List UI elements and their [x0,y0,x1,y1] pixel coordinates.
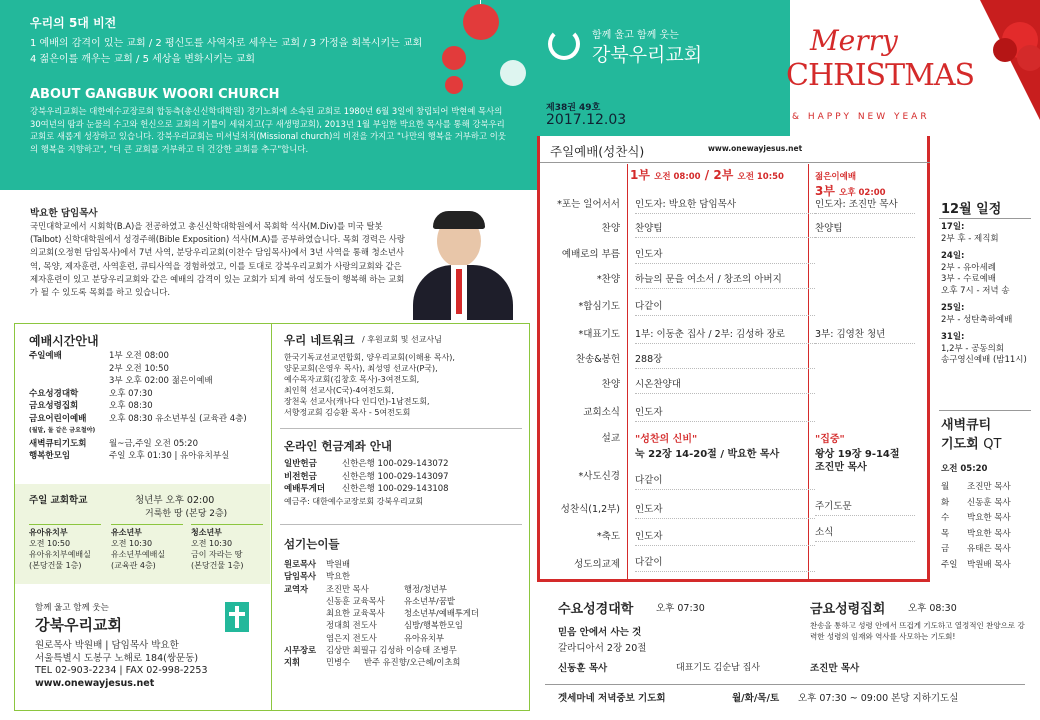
schedule-panel [14,323,272,711]
december-item [941,303,1033,326]
friday-preacher: 조진만 목사 [810,663,860,674]
brand-box [540,0,790,140]
school-col-name: 유소년부 [111,528,142,537]
order-label: *축도 [596,531,620,542]
friday-time: 오후 08:30 [908,603,957,614]
staff-name: 신동훈 교육목사 [326,595,385,606]
wednesday-subject: 믿음 안에서 사는 것 [558,627,642,638]
staff-name: 민병수 [326,657,351,668]
divider [280,428,522,429]
december-item [941,332,1033,367]
network-item: 장천욱 선교사(캐나다 인디언)-1남전도회, [284,397,430,406]
order-value: 1부: 이동춘 집사 / 2부: 김성하 장로 [635,326,815,344]
offering-title: 온라인 헌금계좌 안내 [284,439,392,453]
order-value: 다같이 [635,472,815,490]
order-value: 인도자 [635,528,815,546]
vision-line-1: 1 예배의 감격이 있는 교회 / 2 평신도를 사역자로 세우는 교회 / 3 가정을 회복시키는 교회 [30,38,423,49]
staff-name: 정대희 전도사 [326,620,377,631]
december-date: 17일: [941,222,965,232]
staff-list [284,558,524,669]
qt-title-1: 새벽큐티 [941,418,992,433]
schedule-title: 예배시간안내 [29,334,99,348]
divider [545,684,1025,685]
svc3-label: 젊은이예배 [815,172,857,182]
order-label: 예배로의 부름 [561,249,620,260]
december-line: 오후 7시 - 저녁 송 [941,285,1010,296]
middle-panel [272,323,530,711]
schedule-value [109,425,257,438]
order-label: *사도신경 [578,471,620,482]
service-times: 1부 오전 08:00 / 2부 오전 10:50 [630,168,784,182]
wednesday-title: 수요성경대학 [558,602,634,617]
qt-leader: 신동훈 목사 [967,497,1011,508]
staff-title: 섬기는이들 [284,537,340,551]
order-value: 인도자 [635,404,815,422]
ribbon-bow-icon [950,0,1040,120]
contact-tagline: 함께 울고 함께 웃는 [35,603,109,613]
offering-holder: 예금주: 대한예수교장로회 강북우리교회 [284,496,424,506]
svc2: 2부 [713,168,734,182]
ornament-ball-icon [442,46,466,70]
school-col-floor: (본당건물 1층) [29,561,82,570]
wednesday-text: 갈라디아서 2장 20절 [558,643,647,654]
network-list [284,352,524,418]
offering-label: 일반헌금 [284,459,317,469]
schedule-value: 주일 오후 01:30 | 유아유치부실 [109,451,230,461]
school-title: 주일 교회학교 [29,495,88,506]
order-value: 시온찬양대 [635,376,815,394]
school-box [15,484,270,584]
offering-account: 신한은행 100-029-143097 [342,471,449,482]
about-body: 강북우리교회는 대한예수교장로회 합동측(총신신학대학원) 경기노회에 소속된 교회로 1980년 6월 3일에 창립되어 박현예 목사의 30여년의 땀과 눈물의 수고와 헌신으로 교회의 기틀이 세워지고(구 새생명교회), 2013년 1월 부임한 박요한 목사를 통해 강북우리교회로 새롭게 성장하고 있습니다. 강북우리교회는 미셔널처치(Missional church)의 비전을 가지고 "나만의 행복을 거부하고 이웃의 행복을 지향하고", "더 큰 교회를 거부하고 더 건강한 교회를 추구"합니다. [30,106,506,154]
vision-line-2: 4 젊은이를 깨우는 교회 / 5 세상을 변화시키는 교회 [30,54,256,65]
contact-line: 원로목사 박원배 | 담임목사 박요한 [35,640,179,651]
order-value: 인도자 [635,501,815,519]
staff-duty: 행정/청년부 [404,583,447,594]
school-col-floor: (본당건물 1층) [191,561,244,570]
december-date: 24일: [941,251,965,261]
schedule-value: 3부 오후 02:00 젊은이예배 [109,376,213,386]
right-column [935,180,1033,580]
order-label: *포는 일어서서 [557,199,620,210]
friday-desc: 찬송을 통하고 성령 안에서 뜨겁게 기도하고 열정적인 찬양으로 강력한 성령의 임재와 역사를 사모하는 기도회! [810,621,1025,641]
sermon-text: 눅 22장 14-20절 / 박요한 목사 [635,449,780,460]
offering-account: 신한은행 100-029-143072 [342,459,449,469]
order-label: 성찬식(1,2부) [560,504,620,515]
qt-day: 목 [941,528,950,539]
staff-duty: 심방/행복한모임 [404,620,463,631]
order-value: 찬양팀 [635,220,815,238]
qt-leader: 박요한 목사 [967,528,1011,539]
sermon-preacher-3: 조진만 목사 [815,462,867,473]
order-label: 성도의교제 [574,559,620,570]
staff-duty: 반주 유진향/오근혜/이초희 [364,657,461,668]
network-item: 서향정교회 김승환 목사 - 5여전도회 [284,408,411,417]
order-value: 인도자: 박요한 담임목사 [635,196,815,214]
qt-day: 화 [941,497,950,508]
qt-day: 금 [941,544,950,554]
divider [280,524,522,525]
svc2-time: 오전 10:50 [737,172,784,182]
hero-banner [0,0,540,190]
qt-title-2: 기도회 [941,437,979,452]
order-value-3: 3부: 김영찬 청년 [815,326,915,344]
staff-name: 김상만 최필규 김성하 이승태 조병무 [326,645,457,656]
svc3: 3부 [815,184,835,198]
order-label: 설교 [601,433,620,444]
xmas-happy: & HAPPY NEW YEAR [792,112,930,122]
schedule-label: 수요성경대학 [29,388,79,399]
offering-label: 예배투게더 [284,484,326,494]
order-value: 하늘의 문을 여소서 / 창조의 아버지 [635,271,815,289]
qt-time: 오전 05:20 [941,464,988,474]
order-label: *대표기도 [578,329,620,340]
wednesday-time: 오후 07:30 [656,603,705,614]
staff-name: 최요한 교육목사 [326,608,385,619]
december-line: 3부 - 수료예배 [941,274,996,284]
staff-name: 박원배 [326,559,351,569]
church-logo-icon [548,28,580,60]
order-value: 다같이 [635,298,815,316]
contact-website: www.onewayjesus.net [35,677,155,689]
wednesday-panel [548,596,788,682]
network-item: 양문교회(은영우 목사), 최성영 선교사(P국), [284,364,438,373]
contact-block [35,640,207,690]
staff-role: 원로목사 [284,559,317,569]
network-title: 우리 네트워크 [284,333,355,347]
qt-day: 월 [941,482,950,492]
qt-leader: 박원배 목사 [967,559,1011,570]
school-col-time: 오전 10:30 [111,539,153,548]
school-youth-sub: 거룩한 땅 (본당 2층) [145,509,228,519]
issue-number: 제38권 49호 [546,103,601,113]
offering-label: 비전헌금 [284,471,317,482]
staff-duty: 유아유치부 [404,632,445,643]
svc1: 1부 [630,168,650,182]
december-list [941,222,1033,367]
contact-name: 강북우리교회 [35,616,122,634]
network-sub: / 후원교회 및 선교사님 [362,335,442,344]
pastor-title: 박요한 담임목사 [30,208,98,219]
wednesday-preacher: 신동훈 목사 [558,663,608,674]
schedule-label: 금요어린이예배 [29,413,87,424]
staff-duty: 유소년부/꿈밭 [404,595,455,606]
december-item [941,222,1033,245]
december-line: 송구영신예배 (밤11시) [941,355,1027,365]
offering-account: 신한은행 100-029-143108 [342,484,449,494]
december-line: 2부 후 - 제직회 [941,233,999,244]
friday-title: 금요성령집회 [810,602,886,617]
sermon-title-3: "집중" [815,434,845,445]
schedule-label: 금요성령집회 [29,401,79,411]
worship-web: www.onewayjesus.net [708,144,803,153]
schedule-label: 행복한모임 [29,451,71,461]
issue-date: 2017.12.03 [546,112,627,128]
brand-name: 강북우리교회 [592,44,703,66]
schedule-value: 오후 08:30 유소년부실 (교육관 4층) [109,413,247,424]
xmas-christmas: CHRISTMAS [786,58,975,93]
order-label: 찬양 [601,223,620,234]
network-item: 최인혁 선교사(C국)-4여전도회, [284,386,394,395]
order-value-3: 인도자: 조진만 목사 [815,196,915,214]
school-col-floor: (교육관 4층) [111,561,156,570]
evening-days: 월/화/목/토 [732,693,780,704]
schedule-value: 오후 08:30 [109,401,153,411]
friday-panel [800,596,1036,682]
qt-day: 수 [941,513,950,523]
offering-list [284,458,524,508]
order-label: 찬양 [601,379,620,390]
vision-title: 우리의 5대 비전 [30,16,117,30]
december-date: 31일: [941,332,965,342]
qt-title-suffix: QT [983,437,1002,452]
school-col-name: 유아유치부 [29,528,68,537]
sermon-title: "성찬의 신비" [635,434,698,445]
schedule-label [29,375,109,388]
staff-name: 조진만 목사 [326,583,369,594]
staff-duty: 청소년부/예배투게더 [404,608,479,619]
ornament-ball-icon [500,60,526,86]
xmas-merry: Merry [810,24,898,57]
december-date: 25일: [941,303,965,313]
schedule-value: 월~금,주일 오전 05:20 [109,438,198,449]
church-logo-icon [225,602,249,632]
contact-line: TEL 02-903-2234 | FAX 02-998-2253 [35,665,208,676]
network-item: 한국기독교선교연합회, 양우리교회(이해용 목사), [284,353,455,362]
schedule-label [29,363,109,376]
ornament-ball-icon [445,76,463,94]
order-label: 교회소식 [583,407,620,418]
december-title: 12월 일정 [941,202,1002,217]
worship-title: 주일예배(성찬식) [550,144,645,159]
staff-role: 시무장로 [284,645,317,656]
network-item: 예수목자교회(김창호 목사)-3여전도회, [284,375,420,384]
sermon-text-3: 왕상 19장 9-14절 [815,449,900,460]
december-line: 2부 - 유아세례 [941,262,996,273]
pastor-photo [405,215,520,320]
schedule-label: 주일예배 [29,351,62,361]
pastor-bio: 국민대학교에서 시회학(B.A)을 전공하였고 총신신학대학원에서 목회학 석사(M.Div)를 미국 탈봇(Talbot) 신학대학원에서 성경주해(Bible Exposition) 석사(M.A)를 공부하였습니다. 목회 경력은 사랑의교회(오정현 담임목사)에서 7년 사역, 분당우리교회(이찬수 담임목사)에서 3년 사역을 통해 청소년사역, 목양, 제자훈련, 사역훈련, 큐티사역을 경험하였고, 이를 토대로 강북우리교회가 사랑의교회와 같은 제자훈련이 있고 분당우리교회와 같은 예배의 감격이 있는 교회가 되게 하여 성도들이 행복해 하는 교회가 될 수 있도록 목회를 하고 있습니다. [30,221,405,298]
order-value: 다같이 [635,554,815,572]
school-col-place: 금이 자라는 땅 [191,550,243,559]
qt-title [941,416,1001,454]
staff-role: 지휘 [284,657,301,668]
staff-name: 박요한 [326,571,351,582]
schedule-list [29,350,257,463]
brand-tagline: 함께 울고 함께 웃는 [592,30,679,41]
worship-order-panel [537,136,930,582]
svc3-time: 오후 02:00 [839,188,886,198]
order-value-3: 찬양팀 [815,220,915,238]
school-col [111,524,183,571]
staff-role: 교역자 [284,583,309,594]
qt-list [941,480,1031,573]
about-title: ABOUT GANGBUK WOORI CHURCH [30,87,280,102]
evening-title: 겟세마네 저녁중보 기도회 [558,693,666,704]
schedule-label: (월말, 둘 같은 금요철야) [29,427,96,434]
qt-day: 주일 [941,559,958,570]
schedule-label: 새벽큐티기도회 [29,438,87,449]
school-col [29,524,101,571]
qt-leader: 박요한 목사 [967,513,1011,523]
qt-leader: 유태은 목사 [967,544,1011,554]
staff-name: 염은지 전도사 [326,632,377,643]
school-col-time: 오전 10:30 [191,539,233,548]
order-label: *찬양 [596,274,620,285]
staff-role: 담임목사 [284,571,317,582]
schedule-value: 2부 오전 10:50 [109,363,169,374]
december-line: 1,2부 - 공동의회 [941,343,1005,354]
contact-line: 서울특별시 도봉구 노해로 184(쌍문동) [35,652,199,664]
evening-detail: 오후 07:30 ~ 09:00 본당 지하기도실 [798,693,959,704]
order-value-3: 주기도문 [815,498,915,516]
svc1-time: 오전 08:00 [654,172,701,182]
schedule-value: 오후 07:30 [109,388,153,399]
school-col [191,524,263,571]
school-col-place: 유아유치부예배실 [29,550,91,559]
schedule-value: 1부 오전 08:00 [109,351,169,361]
school-col-name: 청소년부 [191,528,222,537]
december-item [941,251,1033,297]
order-label: 찬송&봉헌 [575,354,620,365]
ornament-ball-icon [463,4,499,40]
qt-leader: 조진만 목사 [967,482,1011,492]
order-value: 288장 [635,351,815,369]
order-value-3: 소식 [815,524,915,542]
order-label: *합심기도 [578,301,620,312]
school-col-time: 오전 10:50 [29,539,71,548]
order-value: 인도자 [635,246,815,264]
school-col-place: 유소년부예배실 [111,550,166,559]
school-youth: 청년부 오후 02:00 [135,495,215,506]
wednesday-prayer: 대표기도 김순남 집사 [676,663,760,673]
december-line: 2부 - 성탄축하예배 [941,314,1013,325]
